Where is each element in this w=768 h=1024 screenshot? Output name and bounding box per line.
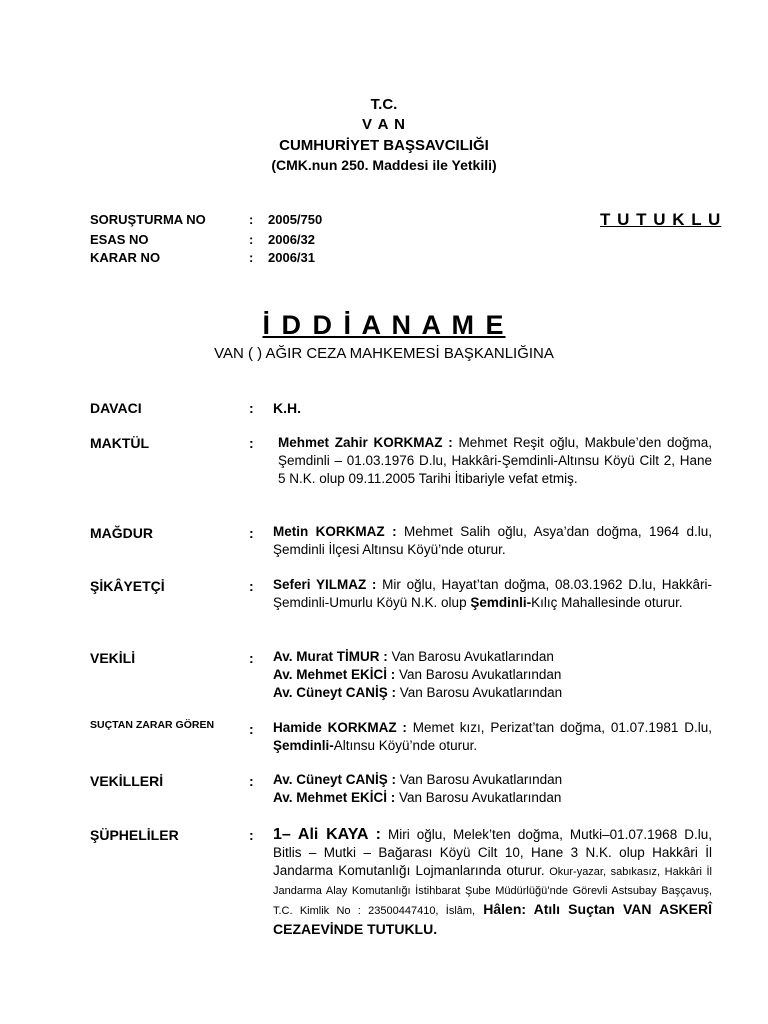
suctan-bold: Şemdinli-: [273, 738, 334, 753]
vekili-line-3: [273, 684, 712, 702]
vekilleri-list: [273, 771, 712, 807]
label-sikayetci: ŞİKÂYETÇİ: [90, 578, 165, 594]
suspect-text-small: Okur-yazar, sabıkasız, Hakkâri İl Jandarma Alay Komutanlığı İstihbarat Şube Müdürlüğü’nde Görevli Astsubay Başçavuş, T.C. Kimlik No : 23500447410, İslâm,: [273, 866, 712, 917]
vekilleri-line-2: [273, 789, 712, 807]
vekili-text-2: Van Barosu Avukatlarından: [395, 667, 562, 682]
meta-colon: :: [249, 232, 254, 247]
magdur-text: Mehmet Salih oğlu, Asya’dan doğma, 1964 d.lu, Şemdinli İlçesi Altınsu Köyü’nde oturur.: [273, 524, 713, 557]
meta-value-sorusturma: 2005/750: [268, 212, 323, 227]
meta-colon: :: [249, 250, 254, 265]
meta-label-sorusturma: SORUŞTURMA NO: [90, 212, 206, 227]
sikayetci-name: Seferi YILMAZ :: [273, 577, 377, 592]
label-maktul: MAKTÜL: [90, 435, 150, 451]
vekilleri-text-1: Van Barosu Avukatlarından: [396, 772, 563, 787]
label-supheliler: ŞÜPHELİLER: [90, 827, 179, 843]
colon: :: [249, 721, 254, 737]
suctan-paragraph: [273, 719, 712, 755]
colon: :: [249, 827, 254, 843]
title-text: İ D D İ A N A M E: [262, 310, 506, 340]
suspect-number-name: 1– Ali KAYA :: [273, 826, 381, 843]
vekili-text-3: Van Barosu Avukatlarından: [396, 685, 563, 700]
davaci-value: K.H.: [273, 400, 301, 416]
suctan-text-a: Memet kızı, Perizat’tan doğma, 01.07.1981 D.lu,: [406, 720, 712, 735]
colon: :: [249, 435, 254, 451]
vekili-list: [273, 648, 712, 702]
header-van: V A N: [362, 116, 406, 133]
suspect-text-main: Miri oğlu, Melek’ten doğma, Mutki–01.07.1968 D.lu, Bitlis – Mutki – Bağarası Köyü Cilt 10, Hane 3 N.K. olup Hakkâri İl Jandarma Komutanlığı Lojmanlarında oturur.: [273, 827, 712, 878]
vekili-name-3: Av. Cüneyt CANİŞ :: [273, 685, 397, 700]
label-vekili: VEKİLİ: [90, 650, 136, 666]
status-badge: T U T U K L U: [600, 210, 722, 229]
meta-value-karar: 2006/31: [268, 250, 315, 265]
sikayetci-text-c: Kılıç Mahallesinde oturur.: [531, 595, 683, 610]
magdur-paragraph: [273, 523, 712, 559]
meta-value-esas: 2006/32: [268, 232, 315, 247]
maktul-paragraph: [278, 434, 712, 488]
colon: :: [249, 578, 254, 594]
sikayetci-bold: Şemdinli-: [470, 595, 532, 610]
magdur-name: Metin KORKMAZ :: [273, 524, 397, 539]
label-suctan-zarar-goren: SUÇTAN ZARAR GÖREN: [90, 719, 215, 731]
vekili-line-1: [273, 648, 712, 666]
vekilleri-text-2: Van Barosu Avukatlarından: [395, 790, 562, 805]
maktul-name: Mehmet Zahir KORKMAZ :: [278, 435, 453, 450]
meta-colon: :: [249, 212, 254, 227]
header-authority: (CMK.nun 250. Maddesi ile Yetkili): [271, 157, 497, 173]
maktul-text: Mehmet Reşit oğlu, Makbule’den doğma, Şemdinli – 01.03.1976 D.lu, Hakkâri-Şemdinli-Altınsu Köyü Cilt 2, Hane 5 N.K. olup 09.11.2005 Tarihi İtibariyle vefat etmiş.: [278, 435, 712, 486]
colon: :: [249, 650, 254, 666]
meta-label-esas: ESAS NO: [90, 232, 149, 247]
colon: :: [249, 525, 254, 541]
suspect-status: Hâlen: Atılı Suçtan VAN ASKERÎ CEZAEVİNDE TUTUKLU.: [273, 901, 712, 937]
colon: :: [249, 773, 254, 789]
label-magdur: MAĞDUR: [90, 525, 153, 541]
vekili-line-2: [273, 666, 712, 684]
page-title: [0, 310, 768, 341]
colon: :: [249, 400, 254, 416]
vekili-text-1: Van Barosu Avukatlarından: [387, 649, 554, 664]
meta-label-karar: KARAR NO: [90, 250, 161, 265]
supheliler-paragraph: [273, 826, 712, 939]
vekili-name-2: Av. Mehmet EKİCİ :: [273, 667, 396, 682]
label-davaci: DAVACI: [90, 400, 142, 416]
suctan-text-c: Altınsu Köyü’nde oturur.: [333, 738, 478, 753]
sikayetci-paragraph: [273, 576, 712, 612]
sikayetci-text-a: Mir oğlu, Hayat’tan doğma, 08.03.1962 D.lu, Hakkâri-Şemdinli-Umurlu Köyü N.K. olup: [273, 577, 712, 610]
vekilleri-line-1: [273, 771, 712, 789]
vekilleri-name-2: Av. Mehmet EKİCİ :: [273, 790, 396, 805]
court-heading: VAN ( ) AĞIR CEZA MAHKEMESİ BAŞKANLIĞINA: [214, 345, 554, 362]
header-office: CUMHURİYET BAŞSAVCILIĞI: [279, 137, 489, 154]
header-tc: T.C.: [370, 96, 398, 113]
label-vekilleri: VEKİLLERİ: [90, 773, 164, 789]
vekili-name-1: Av. Murat TİMUR :: [273, 649, 388, 664]
vekilleri-name-1: Av. Cüneyt CANİŞ :: [273, 772, 397, 787]
suctan-name: Hamide KORKMAZ :: [273, 720, 407, 735]
